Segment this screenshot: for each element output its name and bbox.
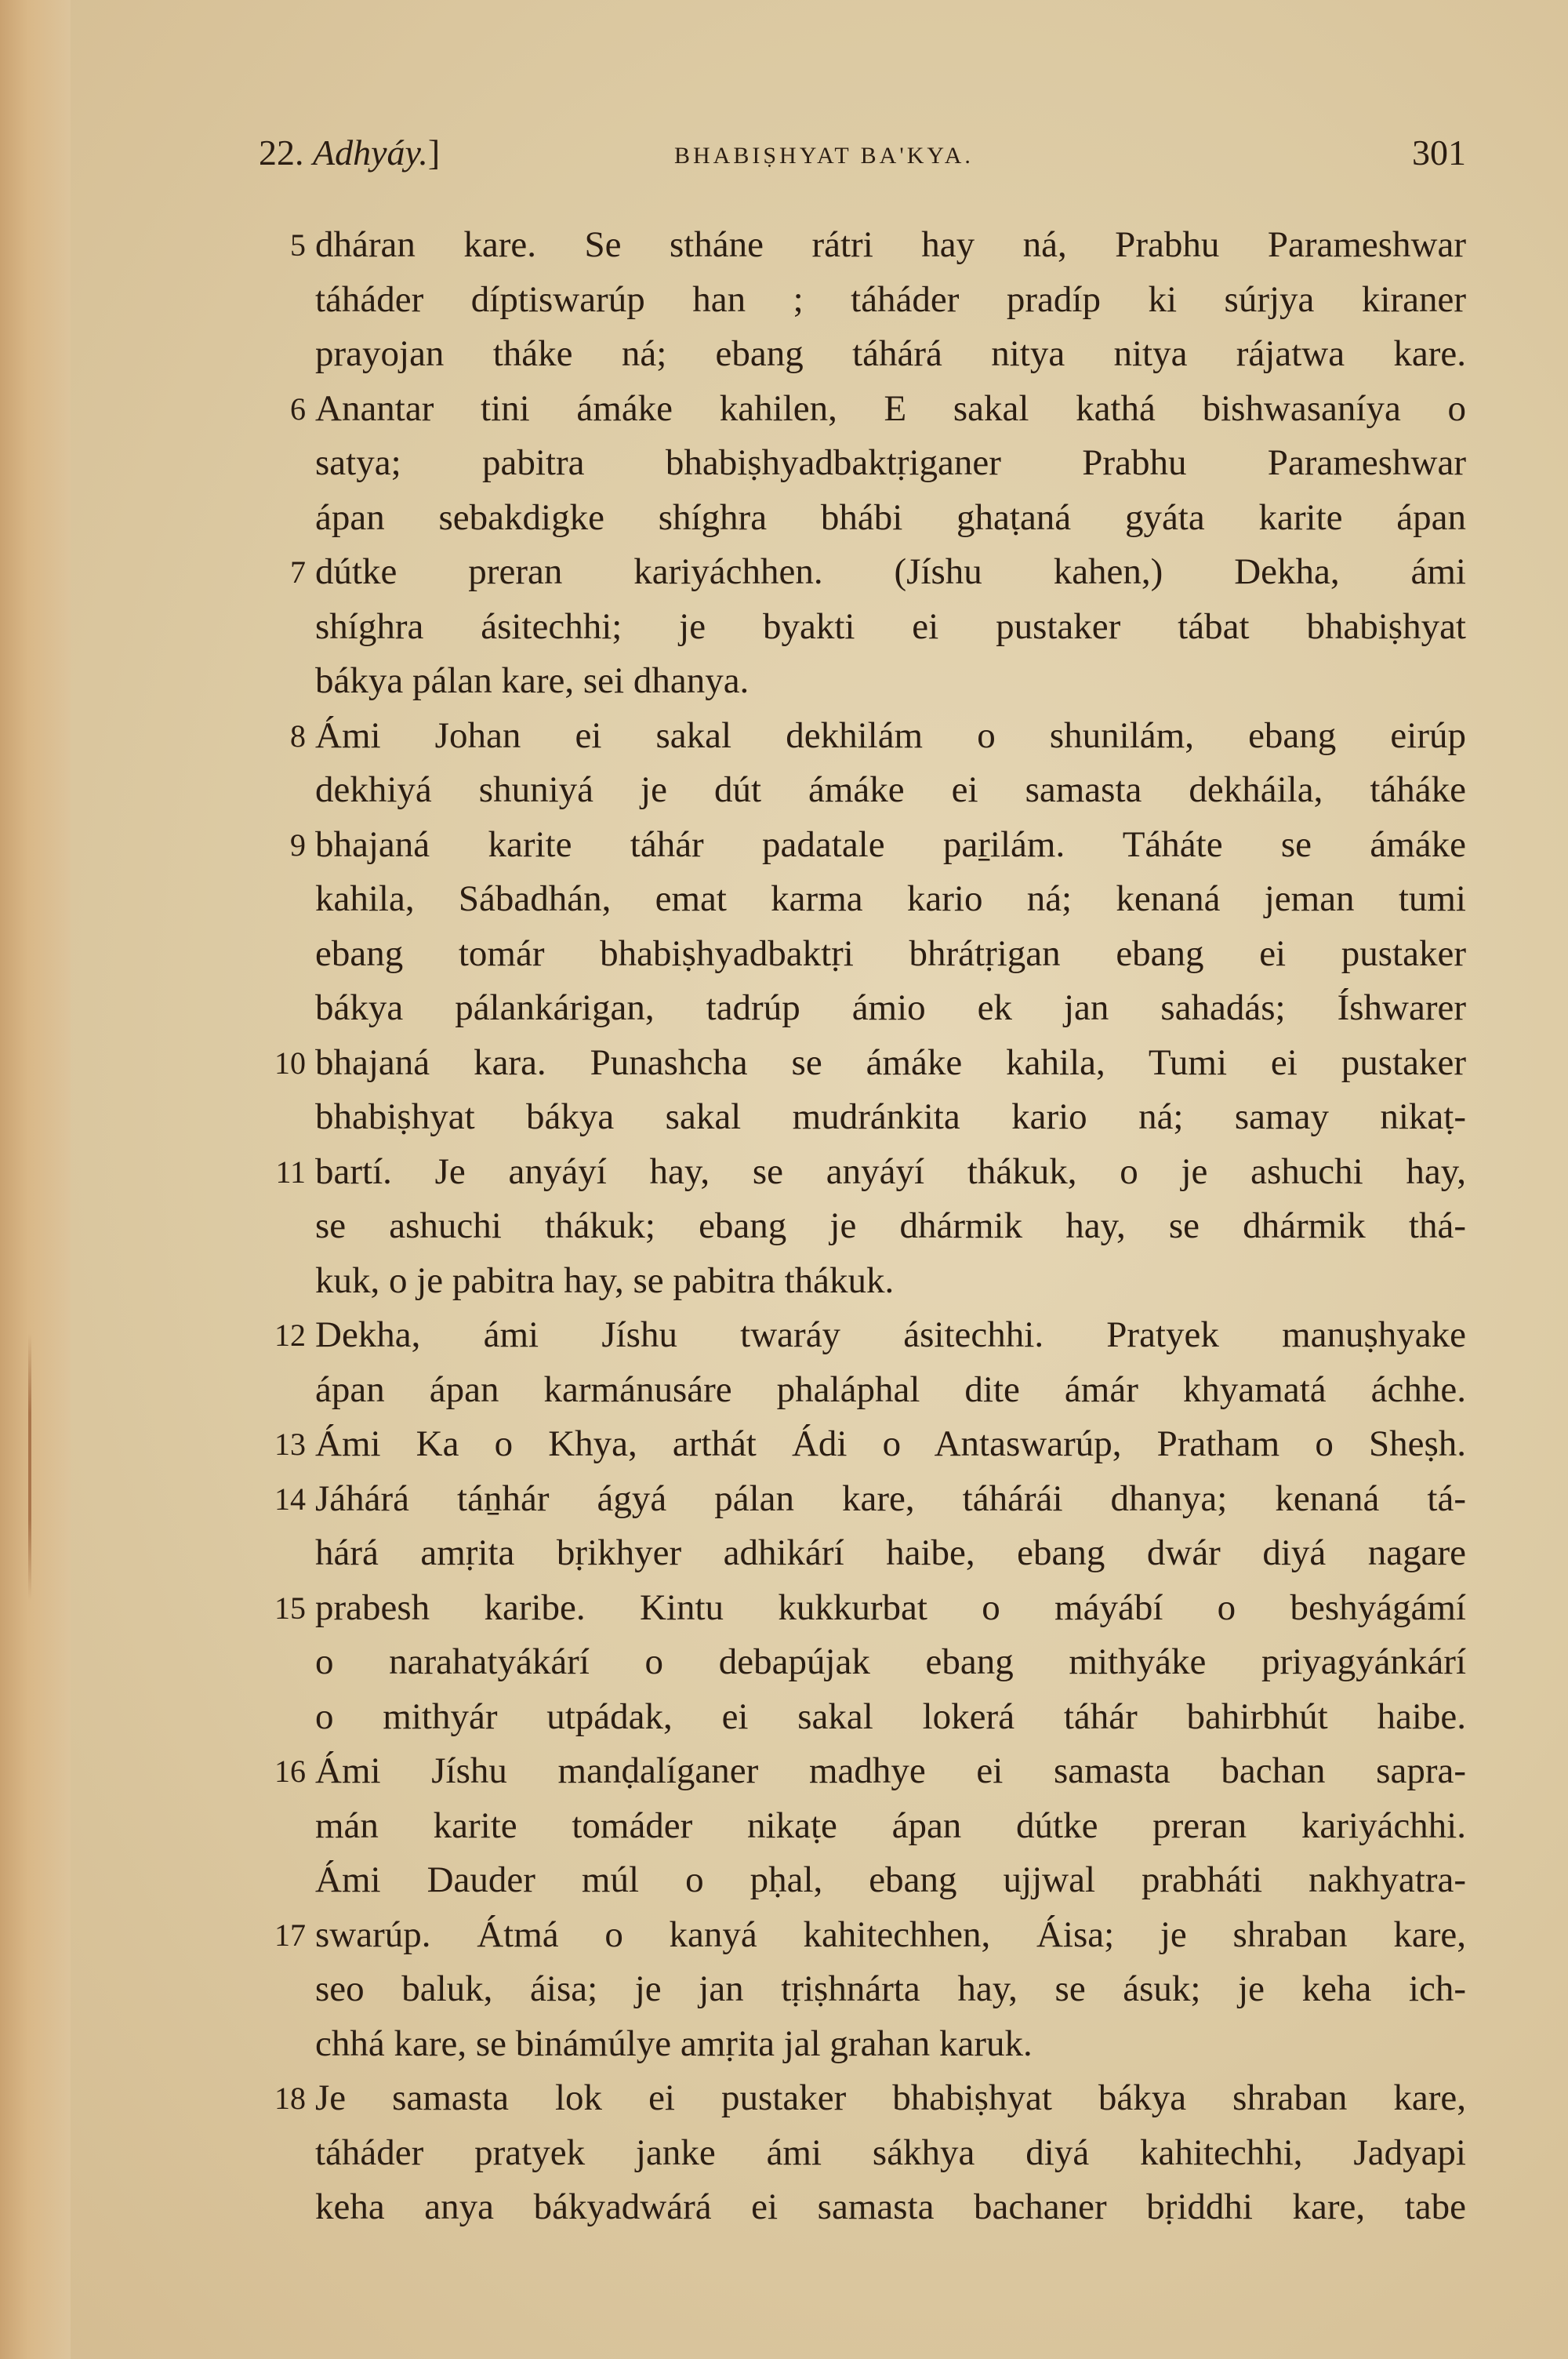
- text-line: [259, 927, 1466, 982]
- verse-number: 15: [274, 1590, 306, 1626]
- text-line: [259, 654, 1466, 709]
- line-text: Ámi Dauder múl o pḥal, ebang ujjwal prabháti nakhyatra-: [315, 1859, 1466, 1900]
- text-line: [259, 600, 1466, 655]
- line-text: táháder díptiswarúp han ; táháder pradíp ki súrjya kiraner: [315, 278, 1466, 320]
- verse-number: 16: [274, 1754, 306, 1789]
- chapter-name: Adhyáy.: [313, 133, 428, 173]
- text-line: [259, 1744, 1466, 1799]
- line-text: bhajaná karite táhár padatale paṟilám. Táháte se ámáke: [315, 823, 1466, 865]
- line-text: dekhiyá shuniyá je dút ámáke ei samasta dekháila, táháke: [315, 769, 1466, 810]
- line-text: prabesh karibe. Kintu kukkurbat o máyábí o beshyágámí: [315, 1587, 1466, 1628]
- line-text: táháder pratyek janke ámi sákhya diyá kahitechhi, Jadyapi: [315, 2132, 1466, 2173]
- text-line: [259, 1145, 1466, 1200]
- line-text: Dekha, ámi Jíshu twaráy ásitechhi. Pratyek manuṣhyake: [315, 1314, 1466, 1355]
- text-line: [259, 1036, 1466, 1091]
- line-text: bákya pálan kare, sei dhanya.: [315, 660, 750, 701]
- verse-number: 5: [290, 227, 306, 263]
- text-line: [259, 545, 1466, 600]
- verse-number: 8: [290, 718, 306, 754]
- line-text: shíghra ásitechhi; je byakti ei pustaker tábat bhabiṣhyat: [315, 605, 1466, 647]
- line-text: seo baluk, áisa; je jan tṛiṣhnárta hay, se ásuk; je keha ich-: [315, 1968, 1466, 2009]
- text-line: [259, 1853, 1466, 1908]
- text-line: [259, 273, 1466, 328]
- text-line: [259, 1962, 1466, 2017]
- text-line: [259, 872, 1466, 927]
- verse-number: 9: [290, 827, 306, 863]
- line-text: ápan sebakdigke shíghra bhábi ghaṭaná gyáta karite ápan: [315, 496, 1466, 538]
- text-line: [259, 1090, 1466, 1145]
- text-line: [259, 382, 1466, 437]
- verse-number: 11: [275, 1154, 306, 1190]
- text-line: [259, 1581, 1466, 1636]
- text-line: [259, 2071, 1466, 2126]
- line-text: prayojan tháke ná; ebang táhárá nitya nitya rájatwa kare.: [315, 333, 1466, 374]
- text-line: [259, 1308, 1466, 1363]
- line-text: o narahatyákárí o debapújak ebang mithyáke priyagyánkárí: [315, 1641, 1466, 1682]
- text-line: [259, 1635, 1466, 1690]
- line-text: kuk, o je pabitra hay, se pabitra thákuk.: [315, 1259, 895, 1301]
- line-text: bartí. Je anyáyí hay, se anyáyí thákuk, o je ashuchi hay,: [315, 1150, 1466, 1192]
- line-text: Ámi Jíshu manḍalíganer madhye ei samasta bachan sapra-: [315, 1750, 1466, 1791]
- paper-crease: [28, 1333, 31, 1600]
- chapter-label: [259, 132, 440, 173]
- verse-number: 7: [290, 554, 306, 590]
- line-text: Anantar tini ámáke kahilen, E sakal kathá bishwasaníya o: [315, 387, 1466, 429]
- line-text: dháran kare. Se stháne rátri hay ná, Prabhu Parameshwar: [315, 224, 1466, 265]
- line-text: hárá amṛita bṛikhyer adhikárí haibe, ebang dwár diyá nagare: [315, 1532, 1466, 1573]
- verse-number: 17: [274, 1917, 306, 1953]
- verse-number: 18: [274, 2081, 306, 2116]
- text-line: [259, 436, 1466, 491]
- text-line: [259, 218, 1466, 273]
- line-text: Ámi Johan ei sakal dekhilám o shunilám, ebang eirúp: [315, 714, 1466, 756]
- text-line: [259, 1799, 1466, 1854]
- running-header: [259, 132, 1466, 179]
- running-title: BHABIṢHYAT BA'KYA.: [674, 143, 974, 169]
- verse-number: 14: [274, 1481, 306, 1517]
- text-line: [259, 981, 1466, 1036]
- line-text: ebang tomár bhabiṣhyadbaktṛi bhrátṛigan ebang ei pustaker: [315, 932, 1466, 974]
- line-text: o mithyár utpádak, ei sakal lokerá táhár bahirbhút haibe.: [315, 1696, 1466, 1737]
- text-line: [259, 1690, 1466, 1745]
- line-text: dútke preran kariyáchhen. (Jíshu kahen,) Dekha, ámi: [315, 551, 1466, 592]
- line-text: kahila, Sábadhán, emat karma kario ná; kenaná jeman tumi: [315, 878, 1466, 919]
- line-text: keha anya bákyadwárá ei samasta bachaner bṛiddhi kare, tabe: [315, 2186, 1466, 2227]
- chapter-number: 22.: [259, 133, 304, 173]
- text-line: [259, 2126, 1466, 2181]
- line-text: bhabiṣhyat bákya sakal mudránkita kario ná; samay nikaṭ-: [315, 1096, 1466, 1137]
- verse-number: 6: [290, 391, 306, 427]
- page-number: 301: [1412, 133, 1466, 173]
- line-text: se ashuchi thákuk; ebang je dhármik hay, se dhármik thá-: [315, 1205, 1466, 1246]
- verse-number: 13: [274, 1427, 306, 1462]
- line-text: bhajaná kara. Punashcha se ámáke kahila, Tumi ei pustaker: [315, 1041, 1466, 1083]
- line-text: Ámi Ka o Khya, arthát Ádi o Antaswarúp, Pratham o Sheṣh.: [315, 1423, 1466, 1464]
- text-line: [259, 1472, 1466, 1527]
- verse-number: 12: [274, 1318, 306, 1353]
- text-line: [259, 818, 1466, 873]
- line-text: swarúp. Átmá o kanyá kahitechhen, Áisa; je shraban kare,: [315, 1914, 1466, 1955]
- text-line: [259, 709, 1466, 764]
- text-line: [259, 491, 1466, 546]
- verse-number: 10: [274, 1045, 306, 1081]
- line-text: Je samasta lok ei pustaker bhabiṣhyat bákya shraban kare,: [315, 2077, 1466, 2118]
- line-text: Jáhárá táṉhár ágyá pálan kare, táhárái dhanya; kenaná tá-: [315, 1478, 1466, 1519]
- line-text: ápan ápan karmánusáre phaláphal dite ámár khyamatá áchhe.: [315, 1369, 1466, 1410]
- text-line: [259, 1908, 1466, 1963]
- line-text: mán karite tomáder nikaṭe ápan dútke preran kariyáchhi.: [315, 1805, 1466, 1846]
- text-line: [259, 1199, 1466, 1254]
- text-line: [259, 1526, 1466, 1581]
- text-line: [259, 327, 1466, 382]
- line-text: bákya pálankárigan, tadrúp ámio ek jan sahadás; Íshwarer: [315, 987, 1466, 1028]
- line-text: chhá kare, se binámúlye amṛita jal grahan karuk.: [315, 2023, 1033, 2064]
- page-body-text: [259, 218, 1466, 2235]
- line-text: satya; pabitra bhabiṣhyadbaktṛiganer Prabhu Parameshwar: [315, 442, 1466, 483]
- page-binding-edge: [0, 0, 71, 2359]
- text-line: [259, 2180, 1466, 2235]
- text-line: [259, 1363, 1466, 1418]
- text-line: [259, 763, 1466, 818]
- text-line: [259, 2017, 1466, 2072]
- chapter-bracket: ]: [427, 133, 441, 173]
- text-line: [259, 1254, 1466, 1309]
- text-line: [259, 1417, 1466, 1472]
